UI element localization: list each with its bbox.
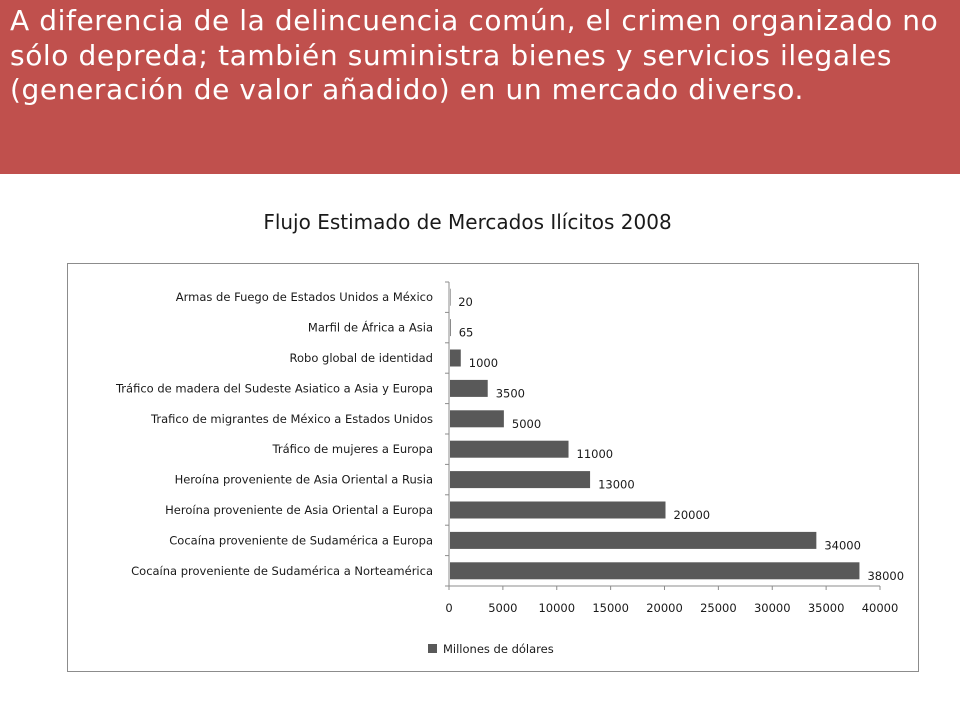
data-label: 65: [458, 325, 474, 340]
legend-swatch: [428, 644, 437, 653]
category-label: Robo global de identidad: [289, 351, 433, 365]
data-label: 13000: [598, 477, 635, 492]
data-label: 34000: [824, 538, 861, 553]
category-label: Tráfico de mujeres a Europa: [272, 442, 433, 457]
data-label: 1000: [468, 356, 499, 370]
bar: [450, 289, 451, 306]
x-tick-label: 30000: [753, 601, 791, 615]
bar: [450, 562, 859, 579]
x-tick-label: 10000: [538, 601, 576, 615]
x-tick-label: 40000: [861, 601, 899, 615]
category-label: Marfil de África a Asia: [307, 320, 433, 335]
bar: [450, 502, 666, 519]
category-label: Trafico de migrantes de México a Estados Unidos: [151, 411, 433, 426]
bar: [450, 410, 504, 427]
category-label: Cocaína proveniente de Sudamérica a Europa: [169, 533, 433, 548]
bar: [450, 319, 451, 336]
legend-label: Millones de dólares: [443, 642, 554, 656]
bar: [450, 441, 569, 458]
chart-title: Flujo Estimado de Mercados Ilícitos 2008: [263, 210, 672, 234]
category-label: Heroína proveniente de Asia Oriental a Rusia: [174, 472, 433, 487]
category-label: Armas de Fuego de Estados Unidos a México: [175, 290, 433, 305]
data-label: 20: [458, 295, 473, 310]
bar: [450, 532, 816, 549]
data-label: 5000: [511, 416, 542, 431]
x-tick-label: 35000: [807, 601, 845, 615]
header-text: A diferencia de la delincuencia común, el crimen organizado no sólo depreda; también suministra bienes y servicios ilegales (generación de valor añadido) en un mercado diverso.: [10, 4, 939, 106]
data-label: 11000: [576, 447, 614, 462]
data-label: 38000: [867, 568, 905, 583]
x-tick-label: 20000: [646, 601, 683, 615]
bar: [450, 380, 488, 397]
category-label: Tráfico de madera del Sudeste Asiatico a Asia y Europa: [115, 381, 433, 396]
x-tick-label: 0: [445, 601, 453, 615]
x-tick-label: 25000: [700, 601, 737, 615]
data-label: 3500: [495, 386, 525, 401]
category-label: Heroína proveniente de Asia Oriental a Europa: [165, 503, 433, 517]
category-label: Cocaína proveniente de Sudamérica a Norteamérica: [131, 563, 433, 578]
x-tick-label: 15000: [592, 601, 629, 615]
data-label: 20000: [673, 508, 711, 522]
bar: [450, 471, 590, 488]
x-tick-label: 5000: [488, 601, 518, 615]
bar: [450, 350, 461, 367]
